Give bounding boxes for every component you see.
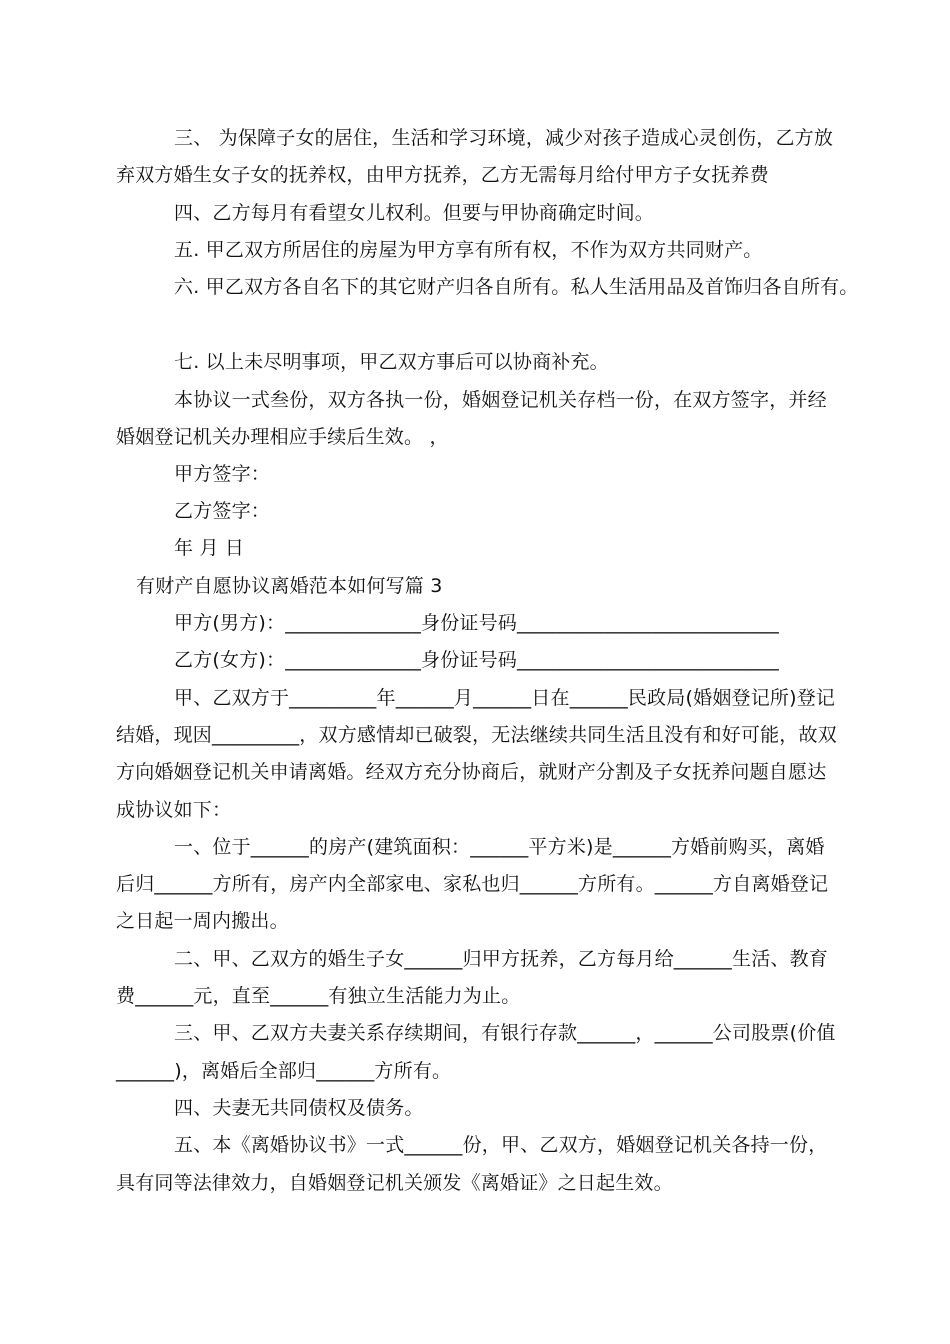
paragraph-four: 四、乙方每月有看望女儿权利。但要与甲协商确定时间。 <box>174 202 655 224</box>
party-a-signature: 甲方签字： <box>174 463 271 485</box>
date-line: 年 月 日 <box>174 537 245 559</box>
clause-five-line-2: 具有同等法律效力，自婚姻登记机关颁发《离婚证》之日起生效。 <box>116 1172 673 1194</box>
clause-five-line-1: 五、本《离婚协议书》一式______份，甲、乙双方，婚姻登记机关各持一份， <box>174 1134 828 1156</box>
intro-line-4: 成协议如下： <box>116 799 232 821</box>
party-a-info: 甲方(男方)：______________身份证号码___________________________ <box>174 612 779 634</box>
party-b-info: 乙方(女方)：______________身份证号码___________________________ <box>174 649 779 671</box>
clause-two-line-2: 费______元，直至______有独立生活能力为止。 <box>116 985 521 1007</box>
paragraph-six: 六. 甲乙双方各自名下的其它财产归各自所有。私人生活用品及首饰归各自所有。 <box>174 276 859 298</box>
intro-line-2: 结婚，现因_________，双方感情却已破裂，无法继续共同生活且没有和好可能，故双 <box>116 724 837 746</box>
clause-one-line-1: 一、位于______的房产(建筑面积：______平方米)是______方婚前购买，离婚 <box>174 836 825 858</box>
clause-four: 四、夫妻无共同债权及债务。 <box>174 1097 424 1119</box>
paragraph-seven: 七. 以上未尽明事项，甲乙双方事后可以协商补充。 <box>174 351 609 373</box>
intro-line-1: 甲、乙双方于_________年______月______日在______民政局(婚姻登记所)登记 <box>174 687 836 709</box>
section-title: 有财产自愿协议离婚范本如何写篇 3 <box>136 575 443 597</box>
agreement-copies-line-1: 本协议一式叁份，双方各执一份，婚姻登记机关存档一份，在双方签字，并经 <box>174 389 827 411</box>
party-b-signature: 乙方签字： <box>174 500 271 522</box>
paragraph-three-line-2: 弃双方婚生女子女的抚养权，由甲方抚养，乙方无需每月给付甲方子女抚养费 <box>116 164 769 186</box>
intro-line-3: 方向婚姻登记机关申请离婚。经双方充分协商后，就财产分割及子女抚养问题自愿达 <box>116 761 827 783</box>
paragraph-five: 五. 甲乙双方所居住的房屋为甲方享有所有权，不作为双方共同财产。 <box>174 239 763 261</box>
paragraph-three-line-1: 三、 为保障子女的居住，生活和学习环境，减少对孩子造成心灵创伤，乙方放 <box>174 127 834 149</box>
clause-three-line-2: ______)，离婚后全部归______方所有。 <box>116 1060 452 1082</box>
clause-three-line-1: 三、甲、乙双方夫妻关系存续期间，有银行存款______，______公司股票(价值 <box>174 1022 836 1044</box>
clause-two-line-1: 二、甲、乙双方的婚生子女______归甲方抚养，乙方每月给______生活、教育 <box>174 948 829 970</box>
agreement-copies-line-2: 婚姻登记机关办理相应手续后生效。 ， <box>116 426 449 448</box>
clause-one-line-3: 之日起一周内搬出。 <box>116 910 289 932</box>
clause-one-line-2: 后归______方所有，房产内全部家电、家私也归______方所有。______方自离婚登记 <box>116 873 829 895</box>
